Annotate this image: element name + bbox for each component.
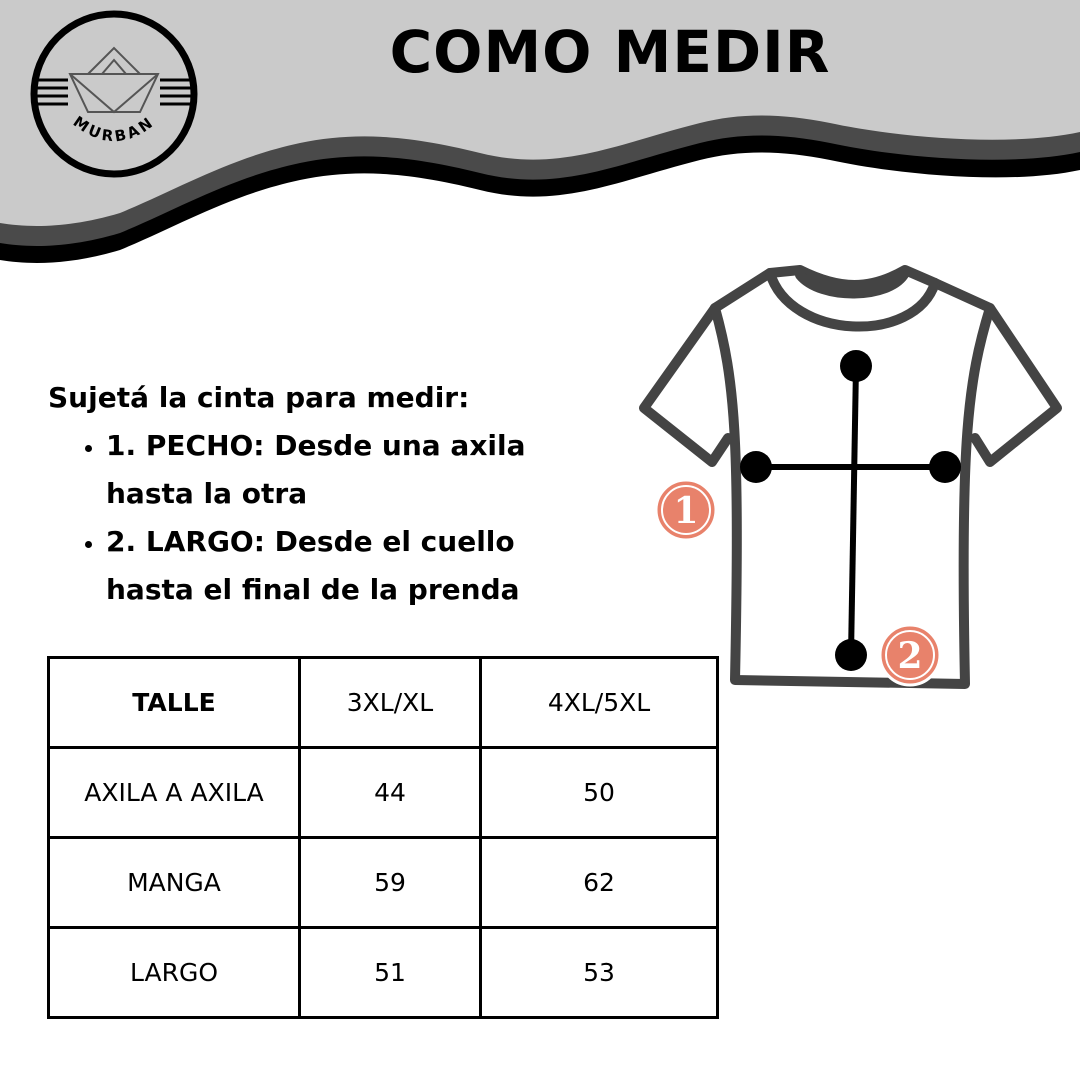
t-shirt-diagram	[636, 260, 1066, 700]
brand-name: MURBAN	[69, 112, 159, 146]
brand-logo	[28, 8, 200, 180]
table-cell: 62	[481, 838, 718, 928]
header-cell-3xl-xl: 3XL/XL	[300, 658, 481, 748]
instructions-intro: Sujetá la cinta para medir:	[48, 381, 470, 414]
list-item-chest: • 1. PECHO: Desde una axila hasta la otra	[106, 422, 608, 518]
row-label: MANGA	[49, 838, 300, 928]
badge-1	[656, 480, 716, 540]
table-cell: 51	[300, 928, 481, 1018]
table-row	[49, 748, 718, 838]
row-label: AXILA A AXILA	[49, 748, 300, 838]
table-header-row	[49, 658, 718, 748]
table-row	[49, 838, 718, 928]
badge-1-label: 1	[673, 490, 699, 532]
instructions	[48, 374, 608, 614]
list-item-length: • 2. LARGO: Desde el cuello hasta el final de la prenda	[106, 518, 608, 614]
table-cell: 44	[300, 748, 481, 838]
table-cell: 50	[481, 748, 718, 838]
page-title: COMO MEDIR	[389, 18, 831, 86]
badge-2-label: 2	[897, 635, 923, 677]
table-cell: 53	[481, 928, 718, 1018]
size-table	[47, 656, 719, 1019]
table-row	[49, 928, 718, 1018]
header-cell-4xl-5xl: 4XL/5XL	[481, 658, 718, 748]
badge-2	[880, 625, 940, 685]
instructions-list	[48, 422, 608, 614]
header-cell-size: TALLE	[49, 658, 300, 748]
speed-lines-icon	[36, 80, 192, 104]
measure-lines	[756, 366, 945, 655]
row-label: LARGO	[49, 928, 300, 1018]
paper-boat-icon	[70, 48, 158, 112]
table-cell: 59	[300, 838, 481, 928]
